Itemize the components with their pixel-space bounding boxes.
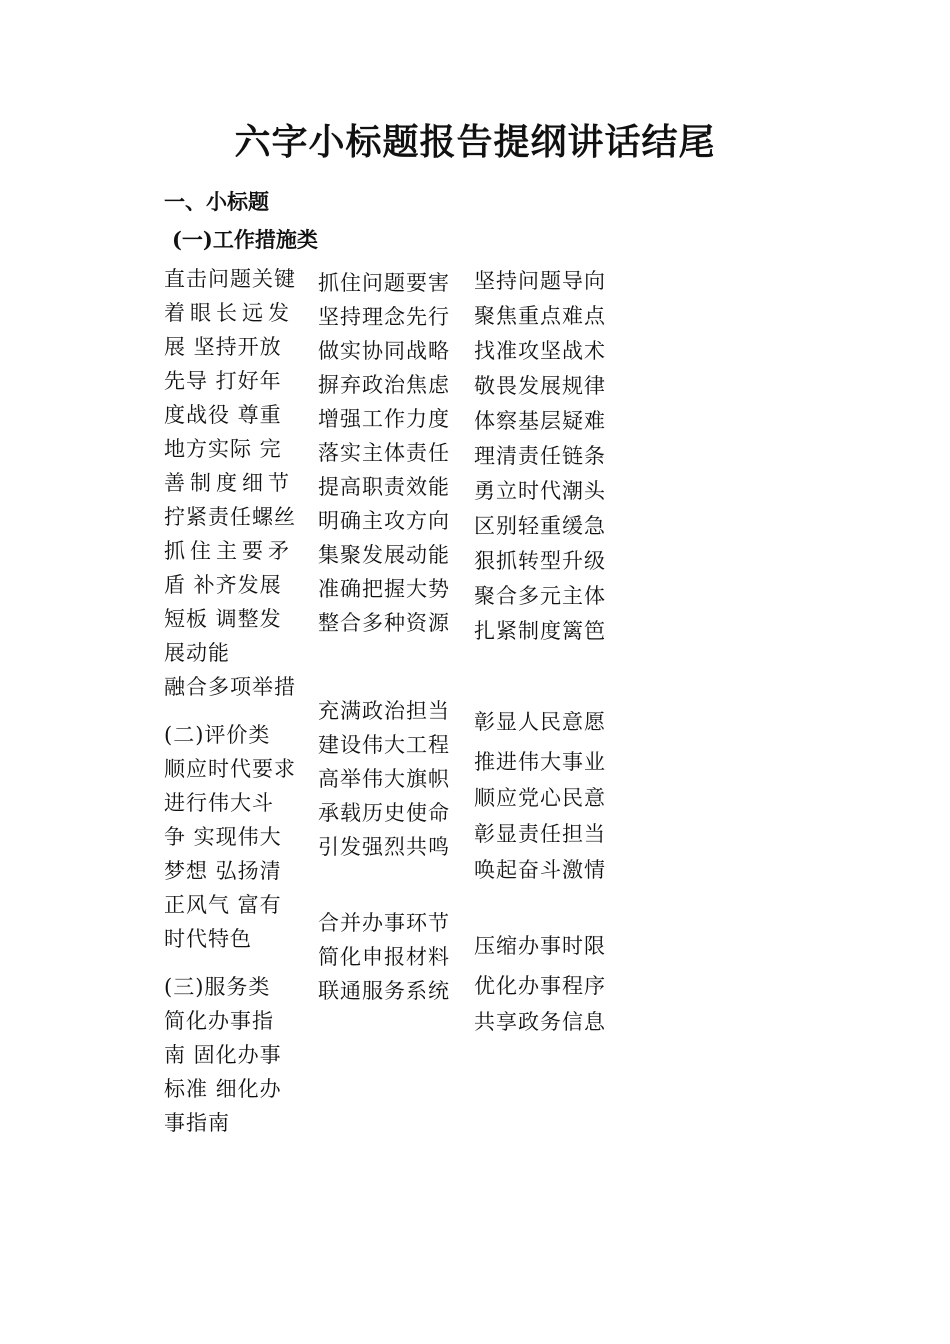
col2-line: 坚持理念先行 (318, 305, 450, 329)
col1-line: 顺应时代要求 (164, 757, 296, 781)
col3-line: 推进伟大事业 (474, 750, 606, 774)
col1-line: 善制度细节 (164, 471, 294, 495)
col1-line: 盾 补齐发展 (164, 573, 282, 597)
document-title: 六字小标题报告提纲讲话结尾 (234, 121, 716, 163)
subsection-heading-2: (二)评价类 (164, 723, 271, 747)
col2-line: 整合多种资源 (318, 611, 450, 635)
col1-line: 进行伟大斗 (164, 791, 274, 815)
col1-line: 抓住主要矛 (164, 539, 294, 563)
col3-line: 彰显人民意愿 (474, 710, 606, 734)
col3-line: 找准攻坚战术 (474, 339, 606, 363)
col2-line: 充满政治担当 (318, 699, 450, 723)
col3-line: 压缩办事时限 (474, 934, 606, 958)
column-2-group-b (318, 694, 450, 864)
col3-line: 彰显责任担当 (474, 822, 606, 846)
col3-line: 敬畏发展规律 (474, 374, 606, 398)
col1-line: 南 固化办事 (164, 1043, 282, 1067)
col3-line: 聚焦重点难点 (474, 304, 606, 328)
subsection-heading-3: (三)服务类 (164, 975, 271, 999)
col1-line: 展 坚持开放 (164, 335, 282, 359)
col2-line: 做实协同战略 (318, 339, 450, 363)
col2-line: 提高职责效能 (318, 475, 450, 499)
column-1 (164, 262, 296, 1140)
col2-line: 建设伟大工程 (318, 733, 450, 757)
col3-line: 顺应党心民意 (474, 786, 606, 810)
col1-line: 度战役 尊重 (164, 403, 282, 427)
col1-line: 梦想 弘扬清 (164, 859, 282, 883)
col1-line: 正风气 富有 (164, 893, 282, 917)
col2-line: 合并办事环节 (318, 911, 450, 935)
col1-line: 争 实现伟大 (164, 825, 282, 849)
column-2 (318, 266, 450, 640)
col3-line: 体察基层疑难 (474, 409, 606, 433)
col3-line: 唤起奋斗激情 (474, 858, 606, 882)
column-3 (474, 264, 606, 649)
col3-line: 聚合多元主体 (474, 584, 606, 608)
col2-line: 摒弃政治焦虑 (318, 373, 450, 397)
col1-line: 先导 打好年 (164, 369, 282, 393)
col1-line: 简化办事指 (164, 1009, 274, 1033)
col1-line: 短板 调整发 (164, 607, 282, 631)
col2-line: 高举伟大旗帜 (318, 767, 450, 791)
column-3-group-c (474, 928, 606, 1040)
col2-line: 增强工作力度 (318, 407, 450, 431)
col3-line: 勇立时代潮头 (474, 479, 606, 503)
col3-line: 扎紧制度篱笆 (474, 619, 606, 643)
column-2-group-c (318, 906, 450, 1008)
col1-line: 地方实际 完 (164, 437, 282, 461)
col2-line: 联通服务系统 (318, 979, 450, 1003)
col1-line: 直击问题关键 (164, 267, 296, 291)
col2-line: 落实主体责任 (318, 441, 450, 465)
col2-line: 承载历史使命 (318, 801, 450, 825)
col2-line: 明确主攻方向 (318, 509, 450, 533)
col1-line: 时代特色 (164, 927, 252, 951)
col3-line: 理清责任链条 (474, 444, 606, 468)
col1-line: 拧紧责任螺丝 (164, 505, 296, 529)
col2-line: 引发强烈共鸣 (318, 835, 450, 859)
col2-line: 集聚发展动能 (318, 543, 450, 567)
col3-line: 狠抓转型升级 (474, 549, 606, 573)
col3-line: 共享政务信息 (474, 1010, 606, 1034)
col1-line: 融合多项举措 (164, 675, 296, 699)
col3-line: 优化办事程序 (474, 974, 606, 998)
col2-line: 简化申报材料 (318, 945, 450, 969)
subsection-heading-1: (一)工作措施类 (172, 227, 318, 252)
col3-line: 区别轻重缓急 (474, 514, 606, 538)
col1-line: 标准 细化办 (164, 1077, 282, 1101)
column-3-group-b (474, 704, 606, 888)
section-heading-1: 一、小标题 (164, 189, 269, 214)
col2-line: 准确把握大势 (318, 577, 450, 601)
col1-line: 事指南 (164, 1111, 230, 1135)
col1-line: 着眼长远发 (164, 301, 294, 325)
col1-line: 展动能 (164, 641, 230, 665)
col2-line: 抓住问题要害 (318, 271, 450, 295)
col3-line: 坚持问题导向 (474, 269, 606, 293)
